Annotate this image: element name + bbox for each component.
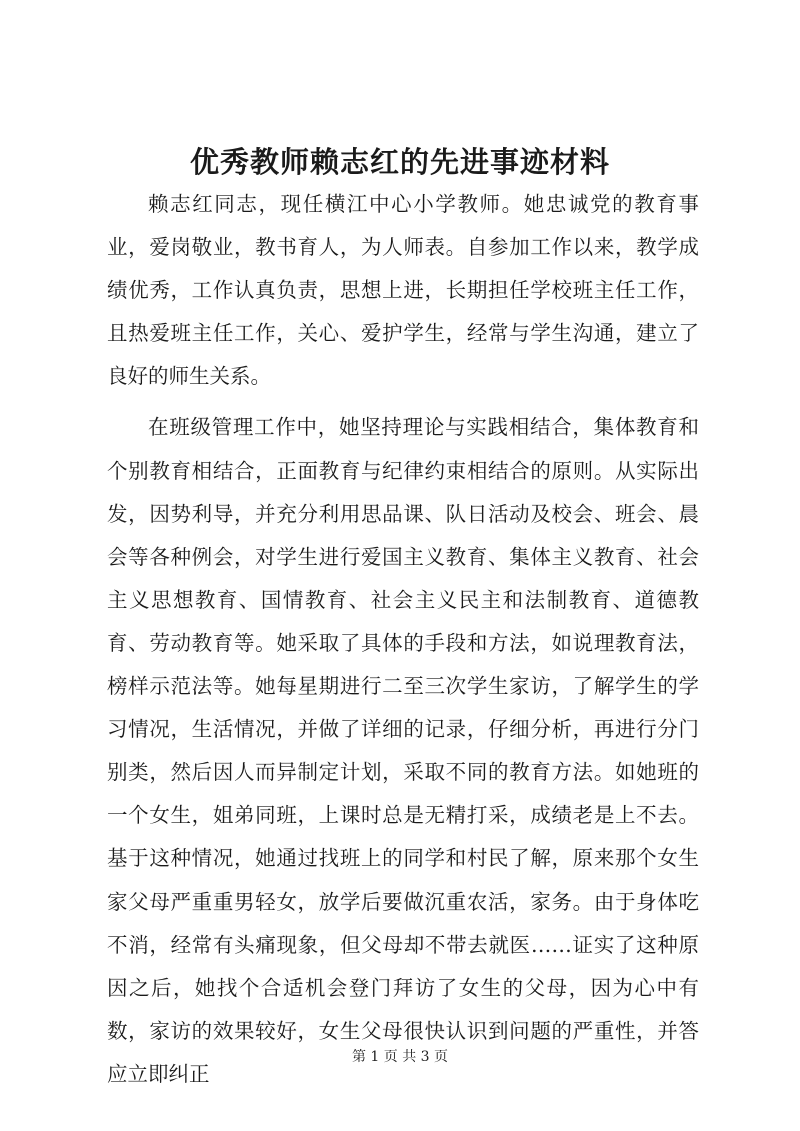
paragraph-1: 赖志红同志，现任横江中心小学教师。她忠诚党的教育事业，爱岗敬业，教书育人，为人师表。自参加工作以来，教学成绩优秀，工作认真负责，思想上进，长期担任学校班主任工作，且热爱班主任工作，关心、爱护学生，经常与学生沟通，建立了良好的师生关系。 [107, 192, 699, 389]
paragraph-2: 在班级管理工作中，她坚持理论与实践相结合，集体教育和个别教育相结合，正面教育与纪律约束相结合的原则。从实际出发，因势利导，并充分利用思品课、队日活动及校会、班会、晨会等各种例会，对学生进行爱国主义教育、集体主义教育、社会主义思想教育、国情教育、社会主义民主和法制教育、道德教育、劳动教育等。她采取了具体的手段和方法，如说理教育法，榜样示范法等。她每星期进行二至三次学生家访，了解学生的学习情况，生活情况，并做了详细的记录，仔细分析，再进行分门别类，然后因人而异制定计划，采取不同的教育方法。如她班的一个女生，姐弟同班，上课时总是无精打采，成绩老是上不去。基于这种情况，她通过找班上的同学和村民了解，原来那个女生家父母严重重男轻女，放学后要做沉重农活，家务。由于身体吃不消，经常有头痛现象，但父母却不带去就医……证实了这种原因之后，她找个合适机会登门拜访了女生的父母，因为心中有数，家访的效果较好，女生父母很快认识到问题的严重性，并答应立即纠正 [107, 415, 699, 1086]
document-body [107, 183, 699, 1104]
document-title: 优秀教师赖志红的先进事迹材料 [189, 145, 610, 179]
page-footer: 第 1 页 共 3 页 [351, 1049, 449, 1065]
